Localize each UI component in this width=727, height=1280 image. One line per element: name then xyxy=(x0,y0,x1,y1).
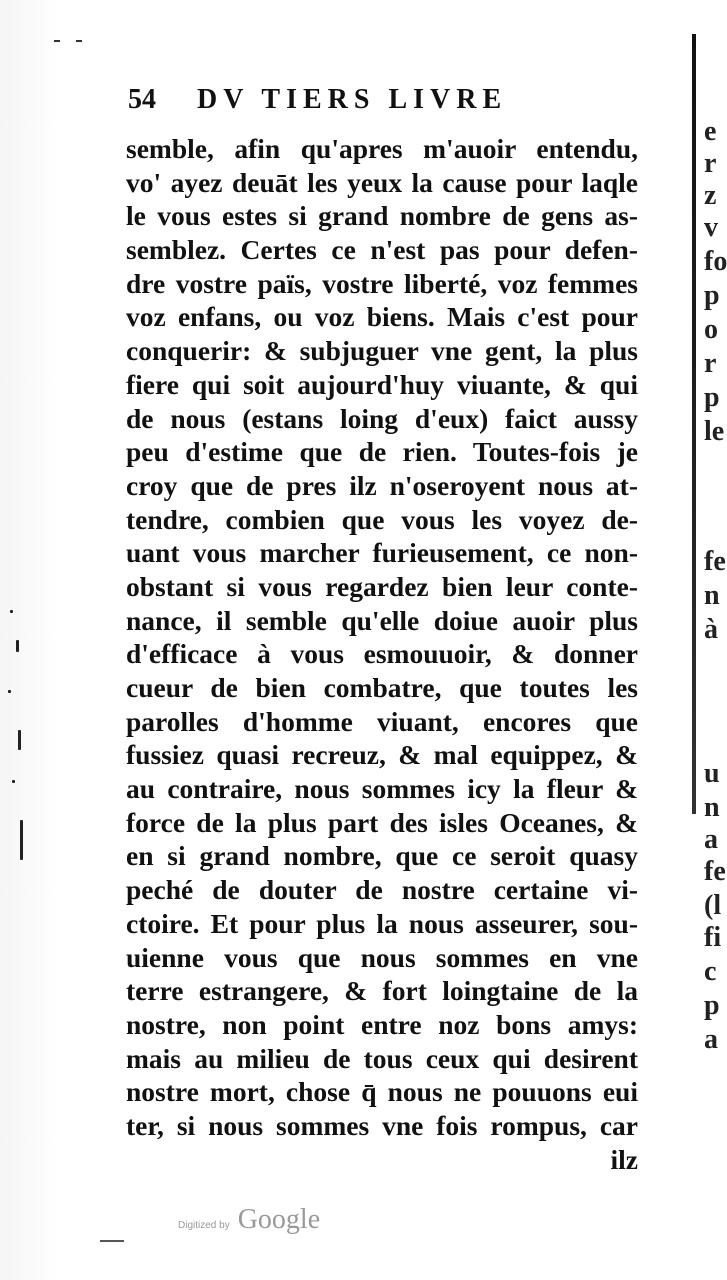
corner-mark xyxy=(54,40,60,42)
text-line: en si grand nombre, que ce seroit quasy xyxy=(126,840,638,872)
facing-page-fragment: p xyxy=(704,382,720,413)
text-line: nance, il semble qu'elle doiue auoir plus xyxy=(126,604,638,636)
facing-page-fragment: fi xyxy=(704,922,722,953)
text-line: au contraire, nous sommes icy la fleur & xyxy=(126,773,638,805)
text-line: terre estrangere, & fort loingtaine de la xyxy=(126,975,638,1007)
facing-page-fragment: v xyxy=(704,212,718,243)
text-line: peu d'estime que de rien. Toutes-fois je xyxy=(126,436,638,468)
text-line: conquerir: & subjuguer vne gent, la plus xyxy=(126,335,638,367)
text-line: dre vostre païs, vostre liberté, voz femmes xyxy=(126,267,638,299)
text-line: uienne vous que nous sommes en vne xyxy=(126,941,638,973)
facing-page-fragment: à xyxy=(704,614,718,645)
facing-page-fragment: (l xyxy=(704,890,722,921)
text-line: semble, afin qu'apres m'auoir entendu, xyxy=(126,133,638,164)
running-header xyxy=(128,84,507,116)
text-line: d'efficace à vous esmouuoir, & donner xyxy=(126,638,638,670)
text-line: croy que de pres ilz n'oseroyent nous at- xyxy=(126,469,638,501)
text-line: uant vous marcher furieusement, ce non- xyxy=(126,537,638,569)
text-line: nostre mort, chose q̄ nous ne pouuons eui xyxy=(126,1076,638,1108)
text-line: de nous (estans loing d'eux) faict aussy xyxy=(126,402,638,434)
facing-page-fragment: n xyxy=(704,580,720,611)
facing-page-fragment: e xyxy=(704,116,717,147)
text-line: ctoire. Et pour plus la nous asseurer, sou- xyxy=(126,907,638,939)
bottom-mark xyxy=(100,1240,124,1242)
page-edge-specks xyxy=(6,600,36,900)
digitized-label: Digitized by xyxy=(178,1220,230,1231)
facing-page-fragment: o xyxy=(704,314,718,345)
text-line: obstant si vous regardez bien leur conte- xyxy=(126,570,638,602)
running-title: DV TIERS LIVRE xyxy=(197,84,508,115)
facing-page-fragment: fo xyxy=(704,246,727,277)
corner-mark xyxy=(76,40,82,42)
facing-page-fragment: le xyxy=(704,416,725,447)
text-line: ilz xyxy=(610,1143,638,1175)
text-line: peché de douter de nostre certaine vi- xyxy=(126,874,638,906)
text-line: fiere qui soit aujourd'huy viuante, & qui xyxy=(126,368,638,400)
text-line: parolles d'homme viuant, encores que xyxy=(126,705,638,737)
facing-page-fragment: u xyxy=(704,758,720,789)
gutter-line xyxy=(692,34,696,814)
facing-page-fragment: a xyxy=(704,1024,718,1055)
facing-page-fragment: a xyxy=(704,824,718,855)
facing-page-fragment: n xyxy=(704,792,720,823)
text-line: vo' ayez deuāt les yeux la cause pour laqle xyxy=(126,166,638,198)
text-line: semblez. Certes ce n'est pas pour defen- xyxy=(126,234,638,266)
facing-page-fragment: r xyxy=(704,348,717,379)
text-line: fussiez quasi recreuz, & mal equippez, & xyxy=(126,739,638,771)
facing-page-fragment: p xyxy=(704,990,720,1021)
body-text xyxy=(126,132,638,1176)
facing-page-fragment: c xyxy=(704,956,717,987)
text-line: le vous estes si grand nombre de gens as- xyxy=(126,200,638,232)
text-line: nostre, non point entre noz bons amys: xyxy=(126,1008,638,1040)
text-line: ter, si nous sommes vne fois rompus, car xyxy=(126,1109,638,1141)
facing-page-fragment: fe xyxy=(704,856,726,887)
text-line: voz enfans, ou voz biens. Mais c'est pour xyxy=(126,301,638,333)
text-line: cueur de bien combatre, que toutes les xyxy=(126,672,638,703)
digitization-watermark xyxy=(178,1204,320,1236)
facing-page-fragment: fe xyxy=(704,546,726,577)
facing-page-fragment: z xyxy=(704,180,717,211)
facing-page-fragment: r xyxy=(704,148,717,179)
facing-page-fragment: p xyxy=(704,280,720,311)
text-line: mais au milieu de tous ceux qui desirent xyxy=(126,1042,638,1074)
google-logo: Google xyxy=(237,1204,321,1235)
page-number: 54 xyxy=(128,84,156,115)
facing-page-bleed xyxy=(692,34,727,1055)
text-line: force de la plus part des isles Oceanes, & xyxy=(126,806,638,838)
text-line: tendre, combien que vous les voyez de- xyxy=(126,503,638,535)
